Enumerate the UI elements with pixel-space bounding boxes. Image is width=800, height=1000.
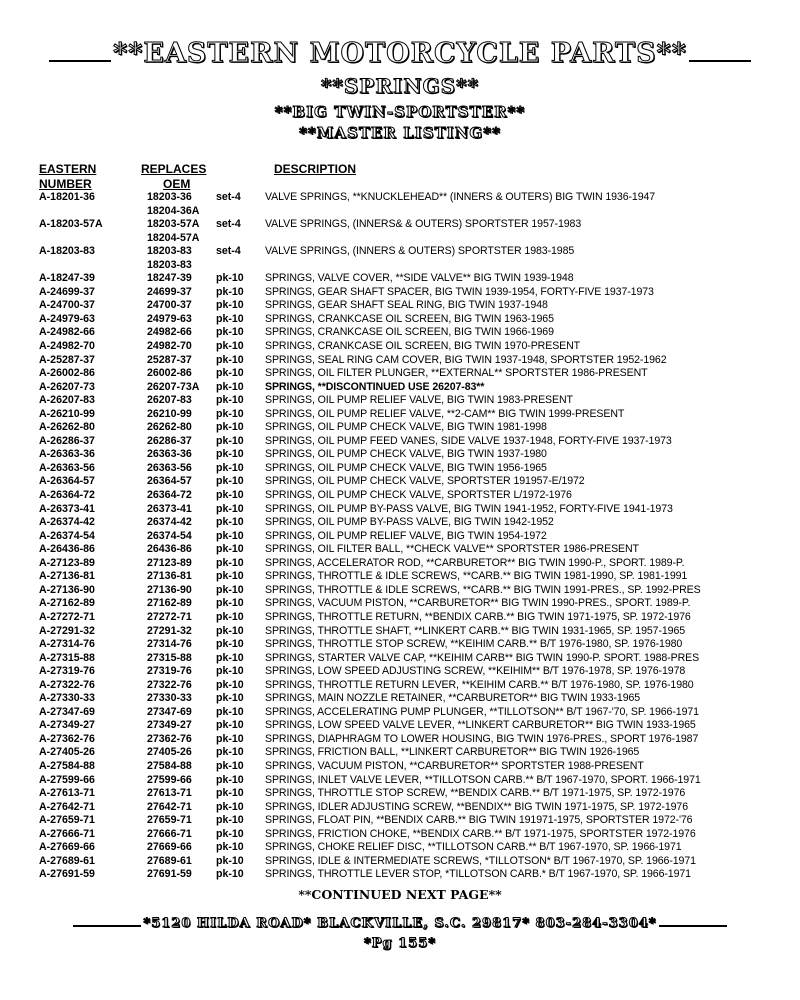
part-number: A-27330-33 <box>39 692 95 705</box>
listing-subtitle: **MASTER LISTING** <box>299 124 501 142</box>
part-description: SPRINGS, **DISCONTINUED USE 26207-83** <box>265 380 485 393</box>
oem-number: 27691-59 <box>147 868 192 881</box>
part-number: A-26364-57 <box>39 475 95 488</box>
table-row <box>39 625 799 639</box>
part-number: A-27162-89 <box>39 597 95 610</box>
pack-quantity: pk-10 <box>216 597 244 610</box>
part-number: A-27689-61 <box>39 854 95 867</box>
table-row <box>39 841 799 855</box>
part-description: SPRINGS, OIL PUMP RELIEF VALVE, BIG TWIN 1954-1972 <box>265 529 547 542</box>
table-row <box>39 570 799 584</box>
part-description: SPRINGS, OIL PUMP CHECK VALVE, SPORTSTER L/1972-1976 <box>265 489 572 502</box>
oem-number: 26262-80 <box>147 421 192 434</box>
oem-number: 27669-66 <box>147 841 192 854</box>
part-description: SPRINGS, THROTTLE SHAFT, **LINKERT CARB.** BIG TWIN 1931-1965, SP. 1957-1965 <box>265 624 686 637</box>
table-row <box>39 421 799 435</box>
table-row <box>39 381 799 395</box>
part-description: SPRINGS, OIL PUMP BY-PASS VALVE, BIG TWIN 1941-1952, FORTY-FIVE 1941-1973 <box>265 502 673 515</box>
part-number: A-27691-59 <box>39 868 95 881</box>
oem-number: 27123-89 <box>147 556 192 569</box>
part-number: A-27136-90 <box>39 583 95 596</box>
part-description: SPRINGS, LOW SPEED VALVE LEVER, **LINKERT CARBURETOR** BIG TWIN 1933-1965 <box>265 719 696 732</box>
table-row <box>39 435 799 449</box>
part-number: A-24700-37 <box>39 299 95 312</box>
table-row <box>39 259 799 273</box>
part-description: SPRINGS, VACUUM PISTON, **CARBURETOR** SPORTSTER 1988-PRESENT <box>265 759 644 772</box>
table-row <box>39 218 799 232</box>
table-row <box>39 652 799 666</box>
part-description: SPRINGS, OIL PUMP RELIEF VALVE, BIG TWIN 1983-PRESENT <box>265 394 573 407</box>
table-row <box>39 706 799 720</box>
part-number: A-26364-72 <box>39 489 95 502</box>
table-row <box>39 733 799 747</box>
table-row <box>39 557 799 571</box>
oem-number: 27659-71 <box>147 814 192 827</box>
pack-quantity: pk-10 <box>216 746 244 759</box>
table-row <box>39 828 799 842</box>
pack-quantity: pk-10 <box>216 407 244 420</box>
oem-number: 26436-86 <box>147 543 192 556</box>
title-right-rule <box>689 60 751 62</box>
pack-quantity: pk-10 <box>216 827 244 840</box>
pack-quantity: pk-10 <box>216 773 244 786</box>
table-row <box>39 272 799 286</box>
oem-number: 26364-57 <box>147 475 192 488</box>
pack-quantity: pk-10 <box>216 719 244 732</box>
part-description: SPRINGS, THROTTLE STOP SCREW, **KEIHIM CARB.** B/T 1976-1980, SP. 1976-1980 <box>265 638 683 651</box>
part-description: SPRINGS, GEAR SHAFT SPACER, BIG TWIN 1939-1954, FORTY-FIVE 1937-1973 <box>265 285 654 298</box>
pack-quantity: pk-10 <box>216 732 244 745</box>
address-text: *5120 HILDA ROAD* BLACKVILLE, S.C. 29817* 803-284-3304* <box>143 916 657 931</box>
oem-number: 27599-66 <box>147 773 192 786</box>
table-row <box>39 774 799 788</box>
part-description: SPRINGS, THROTTLE & IDLE SCREWS, **CARB.** BIG TWIN 1981-1990, SP. 1981-1991 <box>265 570 688 583</box>
table-row <box>39 719 799 733</box>
oem-number: 27291-32 <box>147 624 192 637</box>
part-description: SPRINGS, CRANKCASE OIL SCREEN, BIG TWIN 1966-1969 <box>265 326 554 339</box>
part-description: SPRINGS, CHOKE RELIEF DISC, **TILLOTSON CARB.** B/T 1967-1970, SP. 1966-1971 <box>265 841 682 854</box>
table-row <box>39 448 799 462</box>
pack-quantity: pk-10 <box>216 814 244 827</box>
oem-number: 18204-57A <box>147 231 200 244</box>
part-number: A-27599-66 <box>39 773 95 786</box>
oem-number: 27349-27 <box>147 719 192 732</box>
part-description: SPRINGS, OIL PUMP CHECK VALVE, BIG TWIN 1981-1998 <box>265 421 547 434</box>
table-row <box>39 868 799 882</box>
part-number: A-26207-73 <box>39 380 95 393</box>
table-row <box>39 679 799 693</box>
parts-table <box>39 191 799 882</box>
pack-quantity: pk-10 <box>216 692 244 705</box>
part-number: A-27584-88 <box>39 759 95 772</box>
part-number: A-26373-41 <box>39 502 95 515</box>
part-description: SPRINGS, GEAR SHAFT SEAL RING, BIG TWIN 1937-1948 <box>265 299 548 312</box>
part-description: VALVE SPRINGS, (INNERS & OUTERS) SPORTSTER 1983-1985 <box>265 245 575 258</box>
address-left-rule <box>73 925 141 927</box>
part-description: VALVE SPRINGS, **KNUCKLEHEAD** (INNERS & OUTERS) BIG TWIN 1936-1947 <box>265 191 656 203</box>
part-description: SPRINGS, FLOAT PIN, **BENDIX CARB.** BIG TWIN 191971-1975, SPORTSTER 1972-'76 <box>265 814 693 827</box>
part-description: SPRINGS, THROTTLE & IDLE SCREWS, **CARB.** BIG TWIN 1991-PRES., SP. 1992-PRES <box>265 583 701 596</box>
part-description: SPRINGS, ACCELERATING PUMP PLUNGER, **TILLOTSON** B/T 1967-'70, SP. 1966-1971 <box>265 705 699 718</box>
table-row <box>39 611 799 625</box>
category-title: **SPRINGS** <box>320 74 480 98</box>
pack-quantity: pk-10 <box>216 800 244 813</box>
oem-number: 27136-81 <box>147 570 192 583</box>
models-subtitle: **BIG TWIN-SPORTSTER** <box>274 103 526 121</box>
part-description: SPRINGS, FRICTION CHOKE, **BENDIX CARB.** B/T 1971-1975, SPORTSTER 1972-1976 <box>265 827 696 840</box>
oem-number: 24979-63 <box>147 312 192 325</box>
part-number: A-26374-42 <box>39 516 95 529</box>
part-description: SPRINGS, DIAPHRAGM TO LOWER HOUSING, BIG TWIN 1976-PRES., SPORT 1976-1987 <box>265 732 699 745</box>
part-number: A-27349-27 <box>39 719 95 732</box>
pack-quantity: pk-10 <box>216 665 244 678</box>
pack-quantity: set-4 <box>216 245 241 258</box>
oem-number: 26364-72 <box>147 489 192 502</box>
table-row <box>39 340 799 354</box>
pack-quantity: pk-10 <box>216 570 244 583</box>
pack-quantity: pk-10 <box>216 624 244 637</box>
part-description: SPRINGS, OIL PUMP CHECK VALVE, SPORTSTER 191957-E/1972 <box>265 475 585 488</box>
table-row <box>39 462 799 476</box>
pack-quantity: pk-10 <box>216 326 244 339</box>
pack-quantity: pk-10 <box>216 421 244 434</box>
part-description: VALVE SPRINGS, (INNERS& & OUTERS) SPORTSTER 1957-1983 <box>265 218 582 231</box>
part-number: A-27642-71 <box>39 800 95 813</box>
table-row <box>39 516 799 530</box>
oem-number: 26002-86 <box>147 367 192 380</box>
part-number: A-27613-71 <box>39 787 95 800</box>
part-number: A-26363-36 <box>39 448 95 461</box>
part-description: SPRINGS, IDLE & INTERMEDIATE SCREWS, *TILLOTSON* B/T 1967-1970, SP. 1966-1971 <box>265 854 696 867</box>
pack-quantity: set-4 <box>216 218 241 231</box>
pack-quantity: pk-10 <box>216 787 244 800</box>
table-row <box>39 326 799 340</box>
part-description: SPRINGS, OIL FILTER PLUNGER, **EXTERNAL** SPORTSTER 1986-PRESENT <box>265 367 648 380</box>
col-header-replaces: REPLACES <box>141 162 207 176</box>
part-number: A-27347-69 <box>39 705 95 718</box>
pack-quantity: pk-10 <box>216 475 244 488</box>
part-number: A-26210-99 <box>39 407 95 420</box>
part-number: A-27123-89 <box>39 556 95 569</box>
table-row <box>39 638 799 652</box>
oem-number: 24982-66 <box>147 326 192 339</box>
part-number: A-27314-76 <box>39 638 95 651</box>
part-number: A-26262-80 <box>39 421 95 434</box>
pack-quantity: pk-10 <box>216 353 244 366</box>
part-number: A-26374-54 <box>39 529 95 542</box>
table-row <box>39 191 799 205</box>
oem-number: 18204-36A <box>147 204 200 217</box>
table-row <box>39 394 799 408</box>
pack-quantity: pk-10 <box>216 556 244 569</box>
oem-number: 26363-36 <box>147 448 192 461</box>
part-number: A-27666-71 <box>39 827 95 840</box>
part-description: SPRINGS, THROTTLE STOP SCREW, **BENDIX CARB.** B/T 1971-1975, SP. 1972-1976 <box>265 787 686 800</box>
part-description: SPRINGS, CRANKCASE OIL SCREEN, BIG TWIN 1963-1965 <box>265 312 554 325</box>
pack-quantity: pk-10 <box>216 340 244 353</box>
page-number: *Pg 155* <box>363 936 437 951</box>
oem-number: 26373-41 <box>147 502 192 515</box>
part-number: A-24699-37 <box>39 285 95 298</box>
oem-number: 18247-39 <box>147 272 192 285</box>
table-row <box>39 584 799 598</box>
table-row <box>39 299 799 313</box>
pack-quantity: pk-10 <box>216 610 244 623</box>
pack-quantity: pk-10 <box>216 583 244 596</box>
part-number: A-27322-76 <box>39 678 95 691</box>
part-number: A-18201-36 <box>39 191 95 203</box>
oem-number: 27330-33 <box>147 692 192 705</box>
oem-number: 27689-61 <box>147 854 192 867</box>
table-row <box>39 205 799 219</box>
part-number: A-27291-32 <box>39 624 95 637</box>
part-number: A-27136-81 <box>39 570 95 583</box>
oem-number: 27319-76 <box>147 665 192 678</box>
table-row <box>39 855 799 869</box>
oem-number: 25287-37 <box>147 353 192 366</box>
table-row <box>39 313 799 327</box>
part-number: A-24979-63 <box>39 312 95 325</box>
part-number: A-27405-26 <box>39 746 95 759</box>
oem-number: 26286-37 <box>147 434 192 447</box>
oem-number: 18203-83 <box>147 258 192 271</box>
part-number: A-26436-86 <box>39 543 95 556</box>
oem-number: 27405-26 <box>147 746 192 759</box>
continued-notice: **CONTINUED NEXT PAGE** <box>298 887 502 902</box>
pack-quantity: pk-10 <box>216 489 244 502</box>
part-number: A-24982-66 <box>39 326 95 339</box>
oem-number: 27362-76 <box>147 732 192 745</box>
pack-quantity: pk-10 <box>216 638 244 651</box>
oem-number: 27136-90 <box>147 583 192 596</box>
table-row <box>39 286 799 300</box>
part-number: A-26286-37 <box>39 434 95 447</box>
part-description: SPRINGS, MAIN NOZZLE RETAINER, **CARBURETOR** BIG TWIN 1933-1965 <box>265 692 641 705</box>
table-row <box>39 489 799 503</box>
pack-quantity: pk-10 <box>216 529 244 542</box>
table-row <box>39 503 799 517</box>
title-left-rule <box>49 60 111 62</box>
oem-number: 26207-83 <box>147 394 192 407</box>
oem-number: 27315-88 <box>147 651 192 664</box>
table-row <box>39 232 799 246</box>
part-number: A-18247-39 <box>39 272 95 285</box>
table-row <box>39 665 799 679</box>
part-description: SPRINGS, OIL PUMP CHECK VALVE, BIG TWIN 1937-1980 <box>265 448 547 461</box>
oem-number: 26363-56 <box>147 461 192 474</box>
part-description: SPRINGS, VALVE COVER, **SIDE VALVE** BIG TWIN 1939-1948 <box>265 272 574 285</box>
part-number: A-27315-88 <box>39 651 95 664</box>
part-description: SPRINGS, ACCELERATOR ROD, **CARBURETOR** BIG TWIN 1990-P., SPORT. 1989-P. <box>265 556 685 569</box>
part-number: A-27659-71 <box>39 814 95 827</box>
col-header-number: NUMBER <box>39 177 92 191</box>
table-row <box>39 530 799 544</box>
pack-quantity: pk-10 <box>216 434 244 447</box>
part-description: SPRINGS, VACUUM PISTON, **CARBURETOR** BIG TWIN 1990-PRES., SPORT. 1989-P. <box>265 597 691 610</box>
pack-quantity: pk-10 <box>216 651 244 664</box>
part-description: SPRINGS, OIL PUMP CHECK VALVE, BIG TWIN 1956-1965 <box>265 461 547 474</box>
oem-number: 27314-76 <box>147 638 192 651</box>
part-number: A-25287-37 <box>39 353 95 366</box>
pack-quantity: set-4 <box>216 191 241 203</box>
oem-number: 26374-42 <box>147 516 192 529</box>
col-header-description: DESCRIPTION <box>274 162 357 176</box>
col-header-oem: OEM <box>163 177 191 191</box>
part-description: SPRINGS, THROTTLE RETURN, **BENDIX CARB.** BIG TWIN 1971-1975, SP. 1972-1976 <box>265 610 691 623</box>
part-number: A-27669-66 <box>39 841 95 854</box>
table-row <box>39 245 799 259</box>
part-number: A-27319-76 <box>39 665 95 678</box>
table-row <box>39 760 799 774</box>
address-line <box>0 915 800 931</box>
pack-quantity: pk-10 <box>216 516 244 529</box>
table-row <box>39 814 799 828</box>
oem-number: 26207-73A <box>147 380 200 393</box>
oem-number: 27162-89 <box>147 597 192 610</box>
oem-number: 27642-71 <box>147 800 192 813</box>
oem-number: 24699-37 <box>147 285 192 298</box>
part-number: A-26363-56 <box>39 461 95 474</box>
part-description: SPRINGS, OIL FILTER BALL, **CHECK VALVE** SPORTSTER 1986-PRESENT <box>265 543 639 556</box>
part-number: A-18203-57A <box>39 218 103 231</box>
part-number: A-27362-76 <box>39 732 95 745</box>
oem-number: 18203-57A <box>147 218 200 231</box>
pack-quantity: pk-10 <box>216 448 244 461</box>
col-header-eastern: EASTERN <box>39 162 97 176</box>
part-description: SPRINGS, IDLER ADJUSTING SCREW, **BENDIX** BIG TWIN 1971-1975, SP. 1972-1976 <box>265 800 688 813</box>
part-description: SPRINGS, FRICTION BALL, **LINKERT CARBURETOR** BIG TWIN 1926-1965 <box>265 746 640 759</box>
oem-number: 27666-71 <box>147 827 192 840</box>
pack-quantity: pk-10 <box>216 380 244 393</box>
part-description: SPRINGS, CRANKCASE OIL SCREEN, BIG TWIN 1970-PRESENT <box>265 340 581 353</box>
part-number: A-18203-83 <box>39 245 95 258</box>
address-right-rule <box>659 925 727 927</box>
pack-quantity: pk-10 <box>216 678 244 691</box>
pack-quantity: pk-10 <box>216 543 244 556</box>
part-description: SPRINGS, OIL PUMP FEED VANES, SIDE VALVE 1937-1948, FORTY-FIVE 1937-1973 <box>265 434 672 447</box>
oem-number: 27322-76 <box>147 678 192 691</box>
part-number: A-26002-86 <box>39 367 95 380</box>
part-number: A-24982-70 <box>39 340 95 353</box>
part-description: SPRINGS, SEAL RING CAM COVER, BIG TWIN 1937-1948, SPORTSTER 1952-1962 <box>265 353 667 366</box>
pack-quantity: pk-10 <box>216 854 244 867</box>
table-row <box>39 543 799 557</box>
part-description: SPRINGS, STARTER VALVE CAP, **KEIHIM CARB** BIG TWIN 1990-P. SPORT. 1988-PRES <box>265 651 700 664</box>
pack-quantity: pk-10 <box>216 312 244 325</box>
oem-number: 27584-88 <box>147 759 192 772</box>
pack-quantity: pk-10 <box>216 868 244 881</box>
pack-quantity: pk-10 <box>216 394 244 407</box>
company-name: **EASTERN MOTORCYCLE PARTS** <box>113 38 687 69</box>
table-row <box>39 408 799 422</box>
pack-quantity: pk-10 <box>216 841 244 854</box>
oem-number: 26210-99 <box>147 407 192 420</box>
pack-quantity: pk-10 <box>216 461 244 474</box>
oem-number: 18203-36 <box>147 191 192 203</box>
part-description: SPRINGS, INLET VALVE LEVER, **TILLOTSON CARB.** B/T 1967-1970, SPORT. 1966-1971 <box>265 773 701 786</box>
table-row <box>39 692 799 706</box>
part-description: SPRINGS, THROTTLE LEVER STOP, *TILLOTSON CARB.* B/T 1967-1970, SP. 1966-1971 <box>265 868 691 881</box>
table-row <box>39 746 799 760</box>
part-description: SPRINGS, OIL PUMP RELIEF VALVE, **2-CAM** BIG TWIN 1999-PRESENT <box>265 407 625 420</box>
table-row <box>39 787 799 801</box>
oem-number: 24700-37 <box>147 299 192 312</box>
part-description: SPRINGS, OIL PUMP BY-PASS VALVE, BIG TWIN 1942-1952 <box>265 516 554 529</box>
pack-quantity: pk-10 <box>216 367 244 380</box>
oem-number: 24982-70 <box>147 340 192 353</box>
pack-quantity: pk-10 <box>216 272 244 285</box>
table-row <box>39 475 799 489</box>
part-description: SPRINGS, LOW SPEED ADJUSTING SCREW, **KEIHIM** B/T 1976-1978, SP. 1976-1978 <box>265 665 686 678</box>
part-number: A-26207-83 <box>39 394 95 407</box>
oem-number: 18203-83 <box>147 245 192 258</box>
pack-quantity: pk-10 <box>216 759 244 772</box>
pack-quantity: pk-10 <box>216 502 244 515</box>
pack-quantity: pk-10 <box>216 705 244 718</box>
table-row <box>39 597 799 611</box>
table-row <box>39 801 799 815</box>
oem-number: 27347-69 <box>147 705 192 718</box>
table-row <box>39 367 799 381</box>
part-description: SPRINGS, THROTTLE RETURN LEVER, **KEIHIM CARB.** B/T 1976-1980, SP. 1976-1980 <box>265 678 694 691</box>
company-title-line <box>0 38 800 69</box>
part-number: A-27272-71 <box>39 610 95 623</box>
table-row <box>39 354 799 368</box>
pack-quantity: pk-10 <box>216 299 244 312</box>
oem-number: 27613-71 <box>147 787 192 800</box>
pack-quantity: pk-10 <box>216 285 244 298</box>
oem-number: 26374-54 <box>147 529 192 542</box>
oem-number: 27272-71 <box>147 610 192 623</box>
